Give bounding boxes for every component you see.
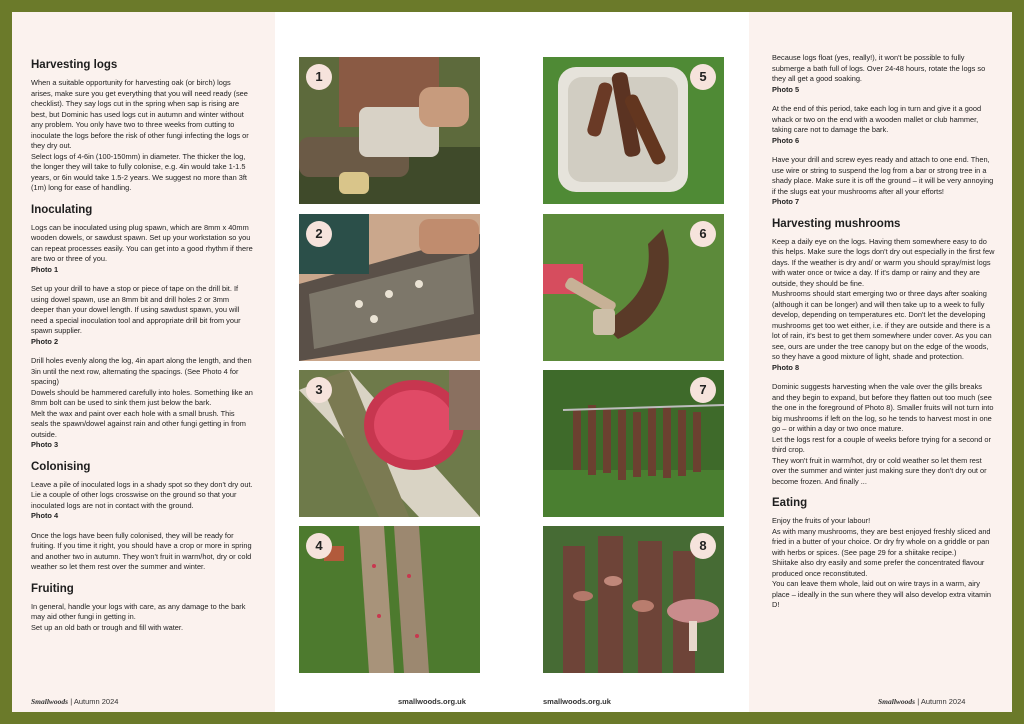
paragraph-text: They won't fruit in warm/hot, dry or cold weather so let them rest over the summer and winter just making sure they don't dry out or become frozen. And finally ... [772,455,987,486]
right-photo-strip [512,12,749,712]
paragraph [31,480,253,522]
right-page [512,12,1012,712]
footer-separator: | [917,697,920,706]
paragraph [772,516,996,611]
photo-number-badge: 6 [690,221,716,247]
paragraph-text: Dominic suggests harvesting when the vale over the gills breaks and they begin to expand, but before they flatten out too much (see the one in the foreground of Photo 8). Smaller fruits will not turn into big mushrooms if left on the log, so he tends to harvest most in one go – or within a day or two once mature. [772,382,994,433]
photo-4 [299,526,480,673]
left-photo-strip [275,12,512,712]
footer-issue: Autumn 2024 [920,697,966,706]
photo-ref: Photo 3 [31,440,59,449]
paragraph [31,284,253,347]
paragraph-text: Drill holes evenly along the log, 4in apart along the length, and then 3in until the next row, alternating the spacings. (See Photo 4 for spacing) [31,356,252,386]
paragraph: Set up an old bath or trough and fill with water. [31,622,184,632]
footer-issue: Autumn 2024 [73,697,119,706]
photo-number-badge: 3 [306,377,332,403]
photo-ref: Photo 4 [31,511,59,520]
footer-url-right[interactable]: smallwoods.org.uk [543,697,611,706]
photo-5 [543,57,724,204]
paragraph [772,237,996,374]
paragraph-text: Let the logs rest for a couple of weeks before trying for a second or third crop. [772,434,991,454]
footer-separator: | [70,697,73,706]
heading-harvesting-logs: Harvesting logs [31,59,118,71]
photo-ref: Photo 7 [772,197,800,206]
paragraph-text: Have your drill and screw eyes ready and attach to one end. Then, use wire or string to suspend the log from a bar or strong tree in a shady place. Make sure it is off the ground – it will be very annoying if the slugs eat your mushrooms after all your efforts! [772,155,994,196]
paragraph-text: Shiitake also dry easily and some prefer the concentrated flavour produced once reconstituted. [772,558,985,578]
paragraph: Select logs of 4-6in (100-150mm) in diameter. The thicker the log, the longer they will take to fully colonise, e.g. 4in would take 1-1.5 years, or 6in would take 1.5-2 years. We suggest no more than 3ft (1m) long for ease of handling. [31,151,247,192]
paragraph-text: Melt the wax and paint over each hole with a small brush. This seals the spawn/dowel against rain and other fungi getting in from outside. [31,408,246,439]
paragraph: When a suitable opportunity for harvesting oak (or birch) logs arises, make sure you get everything that you will need ready (see checklist). They say logs cut in the spring when sap is rising are best, but Dominic has used logs cut in autumn and winter without any problem. You only have two to three weeks from cutting to inoculate the logs before the risk of other fungi infecting the logs or they dry out. [31,78,249,150]
magazine-spread [12,12,1012,712]
photo-number-badge: 7 [690,377,716,403]
paragraph-text: Logs can be inoculated using plug spawn, which are 8mm x 40mm wooden dowels, or sawdust spawn. Set up your workstation so you can repeat processes easily. You can get into a good rhythm if there are two or three of you. [31,222,253,263]
left-text-column [31,52,253,642]
paragraph-text: Keep a daily eye on the logs. Having them somewhere easy to do this helps. Make sure the logs don't dry out especially in the first few days. If the weather is dry and/ or warm you should spray/mist logs with water once or twice a day. If it's damp or rainy and they are outside, they should be fine. [772,236,995,288]
heading-harvesting-mushrooms: Harvesting mushrooms [772,217,901,230]
left-page [12,12,512,712]
footer-brand: Smallwoods [878,697,916,706]
footer-right [878,697,965,706]
paragraph [772,155,996,208]
paragraph [772,53,996,95]
heading-eating: Eating [772,497,808,509]
heading-inoculating: Inoculating [31,203,93,216]
paragraph [772,104,996,146]
footer-left [31,697,118,706]
photo-3 [299,370,480,517]
paragraph-text: Mushrooms should start emerging two or three days after soaking (although it can be longer) and will then take up to a week to fully develop, depending on temperatures etc. Don't let the developing mushrooms get too wet either, i.e. if they are outside and there is a lot of rain, it's best to get them somewhere under cover. As you can see, ours are under the tree canopy but on the edge of the woods, so they have a good mixture of light, shade and protection. [772,289,992,361]
heading-fruiting: Fruiting [31,582,74,595]
photo-6 [543,214,724,361]
paragraph-text: Set up your drill to have a stop or piece of tape on the drill bit. If using dowel spawn, use an 8mm bit and drill holes 2 or 3mm deeper than your dowel length. If using sawdust spawn, you will need a special inoculation tool and appropriate drill bit from your spawn supplier. [31,284,241,335]
photo-ref: Photo 8 [772,362,800,372]
heading-colonising: Colonising [31,460,91,473]
photo-number-badge: 8 [690,533,716,559]
footer-url-left[interactable]: smallwoods.org.uk [398,697,466,706]
photo-number-badge: 2 [306,221,332,247]
photo-number-badge: 4 [306,533,332,559]
photo-1 [299,57,480,204]
paragraph-text: Dowels should be hammered carefully into holes. Something like an 8mm bolt can be used to sink them just below the bark. [31,387,253,407]
paragraph [772,382,996,487]
right-text-column [772,53,996,620]
paragraph-text: At the end of this period, take each log in turn and give it a good whack or two on the end with a wooden mallet or club hammer, taking care not to damage the bark. [772,104,982,134]
photo-ref: Photo 1 [31,264,59,274]
paragraph-text: Because logs float (yes, really!), it won't be possible to fully submerge a bath full of logs. Over 24-48 hours, rotate the logs so they all get a good soaking. [772,53,986,83]
photo-ref: Photo 5 [772,84,800,94]
photo-ref: Photo 2 [31,336,59,346]
paragraph-text: Enjoy the fruits of your labour! [772,516,871,525]
paragraph [31,223,253,276]
paragraph-text: As with many mushrooms, they are best enjoyed freshly sliced and fried in a butter of your choice. Or dry fry whole on a griddle or pan with herbs or spices. (See page 29 for a shiitake recipe.) [772,526,991,557]
paragraph [31,356,253,451]
photo-8 [543,526,724,673]
paragraph: In general, handle your logs with care, as any damage to the bark may aid other fungi in getting in. [31,601,246,621]
photo-number-badge: 1 [306,64,332,90]
photo-2 [299,214,480,361]
footer-brand: Smallwoods [31,697,69,706]
photo-number-badge: 5 [690,64,716,90]
paragraph-text: You can leave them whole, laid out on wire trays in a warm, airy place – ideally in the sun where they will also develop extra vitamin D! [772,579,991,609]
paragraph: Once the logs have been fully colonised, they will be ready for fruiting. If you time it right, you should have a crop or more in spring and another two in autumn. They won't fruit in warm/hot, dry or cold weather so let them rest over the summer and winter. [31,530,252,571]
photo-ref: Photo 6 [772,135,800,145]
paragraph-text: Leave a pile of inoculated logs in a shady spot so they don't dry out. Lie a couple of other logs crosswise on the ground so that your inoculated logs are not in contact with the ground. [31,479,253,510]
photo-7 [543,370,724,517]
